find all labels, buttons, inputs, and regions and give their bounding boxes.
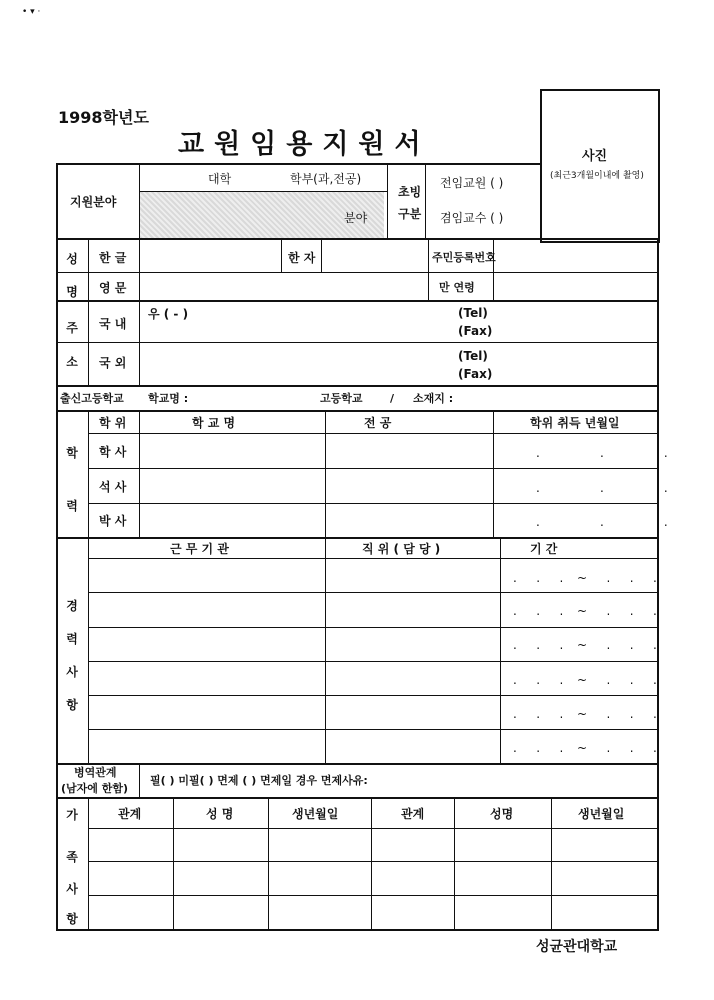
edu-header-major: 전 공 xyxy=(364,416,392,430)
edu-header-date: 학위 취득 년월일 xyxy=(530,416,620,430)
address-label-2: 소 xyxy=(66,355,78,369)
family-header-relation-2: 관계 xyxy=(401,807,425,821)
family-header-birth-2: 생년월일 xyxy=(578,807,625,821)
line xyxy=(56,537,659,539)
line xyxy=(425,163,426,240)
line xyxy=(88,468,659,469)
career-header-period: 기 간 xyxy=(530,542,558,556)
frame-left xyxy=(56,163,58,931)
line xyxy=(88,410,89,537)
edu-row-doctor: 박 사 xyxy=(99,514,127,528)
dept-label: 학부(과,전공) xyxy=(290,172,362,186)
edu-date-doctor: . . . xyxy=(536,515,670,529)
career-header-org: 근 무 기 관 xyxy=(170,542,229,556)
line xyxy=(88,627,659,628)
career-header-position: 직 위 ( 담 당 ) xyxy=(362,542,441,556)
edu-header-degree: 학 위 xyxy=(99,416,127,430)
line xyxy=(321,238,322,272)
line xyxy=(454,797,455,930)
hire-type-label-2: 구분 xyxy=(398,207,422,221)
college-label: 대학 xyxy=(208,172,232,186)
highschool-name-label: 학교명 : xyxy=(148,392,189,405)
military-status[interactable]: 필( ) 미필( ) 면제 ( ) 면제일 경우 면제사유: xyxy=(150,774,368,787)
career-period-4: . . . ~ . . . xyxy=(513,673,659,687)
highschool-label: 출신고등학교 xyxy=(60,392,124,405)
education-label-1: 학 xyxy=(66,446,78,460)
abroad-label: 국 외 xyxy=(99,356,127,370)
career-label-4: 항 xyxy=(66,698,78,712)
line xyxy=(56,797,659,799)
name-label-2: 명 xyxy=(66,285,78,299)
corner-mark: • ▾ · xyxy=(22,7,41,17)
line xyxy=(56,342,659,343)
line xyxy=(56,272,659,273)
domestic-label: 국 내 xyxy=(99,317,127,331)
hanja-name-label: 한 자 xyxy=(288,251,316,265)
military-label-1: 병역관계 xyxy=(74,766,117,779)
postal-code[interactable]: 우 ( - ) xyxy=(148,307,189,321)
line xyxy=(493,410,494,537)
family-header-relation-1: 관계 xyxy=(118,807,142,821)
address-label-1: 주 xyxy=(66,321,78,335)
domestic-fax: (Fax) xyxy=(458,324,493,338)
line xyxy=(493,238,494,300)
line xyxy=(387,163,388,240)
career-period-1: . . . ~ . . . xyxy=(513,571,659,585)
line xyxy=(56,300,659,302)
line xyxy=(139,410,140,537)
career-label-3: 사 xyxy=(66,665,78,679)
career-label-2: 력 xyxy=(66,632,78,646)
line xyxy=(56,238,659,240)
line xyxy=(56,410,659,412)
hire-type-label-1: 초빙 xyxy=(398,185,422,199)
line xyxy=(88,828,659,829)
career-label-1: 경 xyxy=(66,599,78,613)
highschool-slash: / xyxy=(390,392,395,405)
line xyxy=(88,433,659,434)
frame-bottom xyxy=(56,929,659,931)
line xyxy=(88,695,659,696)
line xyxy=(88,238,89,386)
university-name: 성균관대학교 xyxy=(536,939,618,955)
korean-name-label: 한 글 xyxy=(99,251,127,265)
family-label-2: 족 xyxy=(66,850,78,864)
resident-no-label: 주민등록번호 xyxy=(432,251,496,264)
fulltime-option[interactable]: 전임교원 ( ) xyxy=(440,176,504,190)
line xyxy=(56,385,659,387)
line xyxy=(371,797,372,930)
area-label: 분야 xyxy=(344,211,368,225)
line xyxy=(428,238,429,300)
education-label-2: 력 xyxy=(66,499,78,513)
edu-date-bachelor: . . . xyxy=(536,446,670,460)
name-label-1: 성 xyxy=(66,252,78,266)
career-period-2: . . . ~ . . . xyxy=(513,604,659,618)
domestic-tel: (Tel) xyxy=(458,306,488,320)
family-header-name-1: 성 명 xyxy=(206,807,234,821)
edu-header-school: 학 교 명 xyxy=(192,416,236,430)
line xyxy=(88,861,659,862)
apply-field-label: 지원분야 xyxy=(70,195,117,209)
line xyxy=(268,797,269,930)
line xyxy=(88,592,659,593)
edu-row-master: 석 사 xyxy=(99,480,127,494)
photo-label: 사진 xyxy=(582,149,608,164)
career-period-5: . . . ~ . . . xyxy=(513,707,659,721)
military-label-2: (남자에 한함) xyxy=(61,782,129,795)
abroad-fax: (Fax) xyxy=(458,367,493,381)
highschool-location-label: 소재지 : xyxy=(413,392,454,405)
line xyxy=(551,797,552,930)
family-label-3: 사 xyxy=(66,882,78,896)
line xyxy=(173,797,174,930)
frame-top xyxy=(56,163,542,165)
family-label-1: 가 xyxy=(66,808,78,822)
line xyxy=(88,558,659,559)
year-label: 1998학년도 xyxy=(58,108,149,127)
family-header-birth-1: 생년월일 xyxy=(292,807,339,821)
edu-row-bachelor: 학 사 xyxy=(99,445,127,459)
concurrent-option[interactable]: 겸임교수 ( ) xyxy=(440,211,504,225)
photo-note: (최근3개월이내에 촬영) xyxy=(550,171,644,181)
line xyxy=(88,503,659,504)
family-header-name-2: 성명 xyxy=(490,807,514,821)
line xyxy=(88,797,89,930)
highschool-suffix: 고등학교 xyxy=(320,392,363,405)
page-title: 교원임용지원서 xyxy=(178,129,431,160)
line xyxy=(88,895,659,896)
career-period-6: . . . ~ . . . xyxy=(513,741,659,755)
photo-box xyxy=(540,89,660,243)
line xyxy=(325,410,326,537)
line xyxy=(139,238,140,386)
english-name-label: 영 문 xyxy=(99,281,127,295)
line xyxy=(56,763,659,765)
line xyxy=(139,191,388,192)
edu-date-master: . . . xyxy=(536,481,670,495)
family-label-4: 항 xyxy=(66,912,78,926)
line xyxy=(139,763,140,797)
line xyxy=(88,729,659,730)
age-label: 만 연령 xyxy=(439,281,475,294)
line xyxy=(281,238,282,272)
abroad-tel: (Tel) xyxy=(458,349,488,363)
career-period-3: . . . ~ . . . xyxy=(513,638,659,652)
line xyxy=(88,661,659,662)
